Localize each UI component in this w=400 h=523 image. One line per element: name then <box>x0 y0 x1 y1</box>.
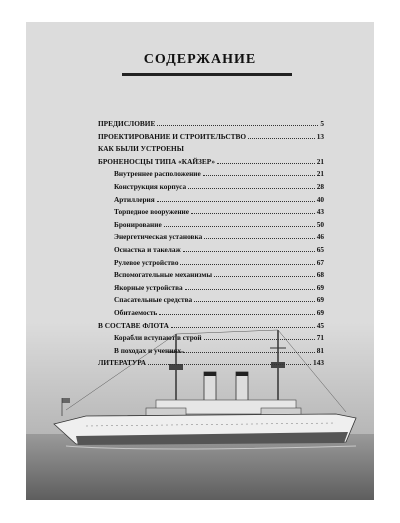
toc-row[interactable] <box>98 320 324 333</box>
toc-leader <box>185 289 315 290</box>
toc-leader <box>180 264 314 265</box>
toc-page-number: 143 <box>313 358 324 368</box>
toc-leader <box>157 201 315 202</box>
toc-row[interactable] <box>98 345 324 358</box>
toc-leader <box>217 163 315 164</box>
toc-page-number: 45 <box>316 320 324 330</box>
toc-label: В СОСТАВЕ ФЛОТА <box>98 320 169 330</box>
toc-leader <box>157 125 318 126</box>
toc-leader <box>203 175 315 176</box>
toc-leader <box>183 352 315 353</box>
toc-leader <box>214 276 315 277</box>
toc-label: Энергетическая установка <box>114 232 203 242</box>
toc-page-number: 46 <box>316 232 324 242</box>
toc-label: Внутреннее расположение <box>114 169 201 179</box>
toc-label: Рулевое устройство <box>114 257 179 267</box>
toc-row[interactable] <box>98 282 324 295</box>
toc-row[interactable] <box>98 143 324 156</box>
toc-row[interactable] <box>98 231 324 244</box>
toc-leader <box>159 314 314 315</box>
toc-page-number: 13 <box>316 131 324 141</box>
toc-page-number: 81 <box>316 345 324 355</box>
toc-label: Конструкция корпуса <box>114 181 187 191</box>
toc-label: ПРЕДИСЛОВИЕ <box>98 119 156 128</box>
toc-label: Оснастка и такелаж <box>114 244 181 254</box>
toc-label: ПРОЕКТИРОВАНИЕ И СТРОИТЕЛЬСТВО <box>98 131 247 141</box>
toc-row[interactable] <box>98 357 324 370</box>
toc-label: КАК БЫЛИ УСТРОЕНЫ <box>98 144 184 154</box>
toc-page-number: 50 <box>316 219 324 229</box>
toc-leader <box>191 213 315 214</box>
toc-label: Бронирование <box>114 219 162 229</box>
table-of-contents <box>98 118 324 370</box>
toc-row[interactable] <box>98 269 324 282</box>
title-underline <box>122 73 292 76</box>
toc-page-number: 21 <box>316 156 324 166</box>
toc-label: Корабли вступают в строй <box>114 333 202 343</box>
toc-label: Вспомогательные механизмы <box>114 270 213 280</box>
toc-row[interactable] <box>98 181 324 194</box>
toc-leader <box>204 339 315 340</box>
toc-page-number: 67 <box>316 257 324 267</box>
toc-row[interactable] <box>98 294 324 307</box>
toc-row[interactable] <box>98 244 324 257</box>
toc-leader <box>148 364 311 365</box>
toc-page-number: 69 <box>316 295 324 305</box>
toc-row[interactable] <box>98 194 324 207</box>
toc-row[interactable] <box>98 131 324 144</box>
toc-label: БРОНЕНОСЦЫ ТИПА «КАЙЗЕР» <box>98 156 216 166</box>
toc-row[interactable] <box>98 118 324 131</box>
toc-page-number: 28 <box>316 181 324 191</box>
toc-label: Якорные устройства <box>114 282 183 292</box>
toc-page-number: 69 <box>316 282 324 292</box>
page-title: СОДЕРЖАНИЕ <box>143 52 257 67</box>
toc-leader <box>204 238 314 239</box>
toc-row[interactable] <box>98 219 324 232</box>
toc-label: Обитаемость <box>114 307 158 317</box>
toc-page-number: 71 <box>316 333 324 343</box>
toc-row[interactable] <box>98 307 324 320</box>
toc-row[interactable] <box>98 332 324 345</box>
toc-label: В походах и учениях <box>114 345 182 355</box>
toc-page-number: 21 <box>316 169 324 179</box>
toc-label: Торпедное вооружение <box>114 207 189 217</box>
toc-page-number: 69 <box>316 307 324 317</box>
toc-row[interactable] <box>98 156 324 169</box>
toc-leader <box>194 301 315 302</box>
toc-page-number: 5 <box>320 119 324 128</box>
toc-row[interactable] <box>98 257 324 270</box>
toc-row[interactable] <box>98 168 324 181</box>
toc-leader <box>164 226 315 227</box>
toc-page-number: 65 <box>316 244 324 254</box>
toc-page-number: 40 <box>316 194 324 204</box>
toc-page-number: 68 <box>316 270 324 280</box>
toc-label: Артиллерия <box>114 194 155 204</box>
toc-row[interactable] <box>98 206 324 219</box>
toc-leader <box>171 327 315 328</box>
toc-label: Спасательные средства <box>114 295 193 305</box>
toc-leader <box>188 188 315 189</box>
toc-page-number: 43 <box>316 207 324 217</box>
toc-leader <box>248 138 315 139</box>
toc-leader <box>183 251 315 252</box>
book-page <box>26 22 374 500</box>
toc-label: ЛИТЕРАТУРА <box>98 358 147 368</box>
